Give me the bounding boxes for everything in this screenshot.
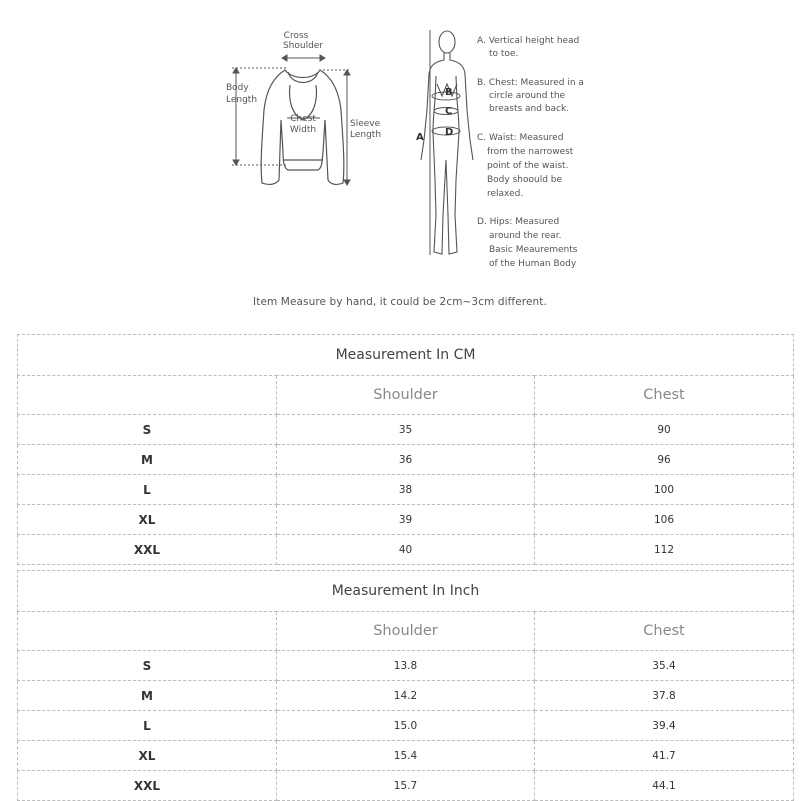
size-cell: L [18, 711, 277, 741]
size-table-inch [17, 570, 794, 801]
size-cell: S [18, 651, 277, 681]
header-chest: Chest [535, 612, 794, 651]
sleeve-length-label-1: Sleeve [350, 119, 381, 129]
note-c-line-3: point of the waist. [487, 161, 569, 171]
measurement-diagram [0, 0, 800, 292]
table-row [18, 651, 794, 681]
header-size [18, 612, 277, 651]
table-header-row [18, 376, 794, 415]
cross-shoulder-label-1: Cross [283, 31, 309, 41]
marker-c: C [445, 106, 453, 117]
size-cell: S [18, 415, 277, 445]
size-cell: XL [18, 505, 277, 535]
note-c-line-2: from the narrowest [487, 147, 574, 157]
chest-cell: 112 [535, 535, 794, 565]
header-size [18, 376, 277, 415]
chest-cell: 106 [535, 505, 794, 535]
shoulder-cell: 14.2 [277, 681, 535, 711]
note-c-line-5: relaxed. [487, 189, 524, 199]
chest-cell: 44.1 [535, 771, 794, 801]
size-cell: M [18, 445, 277, 475]
human-figure [421, 31, 473, 254]
shoulder-cell: 39 [277, 505, 535, 535]
chest-cell: 100 [535, 475, 794, 505]
table-row [18, 535, 794, 565]
table-title-row [18, 335, 794, 376]
table-row [18, 711, 794, 741]
table-row [18, 505, 794, 535]
header-shoulder: Shoulder [277, 612, 535, 651]
chest-cell: 41.7 [535, 741, 794, 771]
table-row [18, 681, 794, 711]
measurement-disclaimer: Item Measure by hand, it could be 2cm~3cm different. [253, 296, 547, 308]
note-b-line-2: circle around the [489, 91, 566, 101]
note-b-line-3: breasts and back. [489, 104, 570, 114]
size-cell: XL [18, 741, 277, 771]
table-title: Measurement In Inch [18, 571, 794, 612]
marker-a: A [416, 132, 424, 143]
table-row [18, 415, 794, 445]
table-row [18, 445, 794, 475]
chest-cell: 39.4 [535, 711, 794, 741]
note-d-line-2: around the rear. [489, 231, 562, 241]
marker-d: D [445, 127, 454, 138]
sleeve-length-label-2: Length [350, 130, 382, 140]
table-header-row [18, 612, 794, 651]
note-d-line-1: D. Hips: Measured [477, 217, 560, 227]
table-title: Measurement In CM [18, 335, 794, 376]
note-c-line-4: Body shoould be [487, 175, 563, 185]
chest-cell: 35.4 [535, 651, 794, 681]
body-length-label-1: Body [226, 83, 249, 93]
note-d-line-3: Basic Meaurements [489, 245, 578, 255]
chest-cell: 37.8 [535, 681, 794, 711]
shoulder-cell: 13.8 [277, 651, 535, 681]
chest-width-label-2: Width [289, 125, 317, 135]
header-shoulder: Shoulder [277, 376, 535, 415]
measurement-notes [477, 36, 584, 269]
chest-width-label-1: Chest [290, 114, 316, 124]
shoulder-cell: 35 [277, 415, 535, 445]
size-cell: XXL [18, 535, 277, 565]
chest-cell: 90 [535, 415, 794, 445]
shoulder-cell: 38 [277, 475, 535, 505]
note-b-line-1: B. Chest: Measured in a [477, 78, 584, 88]
shoulder-cell: 15.4 [277, 741, 535, 771]
shoulder-cell: 15.0 [277, 711, 535, 741]
note-a-line-1: A. Vertical height head [477, 36, 580, 46]
size-table-cm [17, 334, 794, 565]
table-title-row [18, 571, 794, 612]
header-chest: Chest [535, 376, 794, 415]
size-cell: XXL [18, 771, 277, 801]
marker-b: B [445, 87, 453, 98]
table-row [18, 771, 794, 801]
note-a-line-2: to toe. [489, 49, 519, 59]
body-length-label-2: Length [226, 95, 258, 105]
garment-labels [226, 31, 381, 140]
note-c-line-1: C. Waist: Measured [477, 133, 564, 143]
shoulder-cell: 36 [277, 445, 535, 475]
size-cell: L [18, 475, 277, 505]
chest-cell: 96 [535, 445, 794, 475]
shoulder-cell: 15.7 [277, 771, 535, 801]
note-d-line-4: of the Human Body [489, 259, 577, 269]
cross-shoulder-label-2: Shoulder [282, 41, 324, 51]
size-cell: M [18, 681, 277, 711]
table-row [18, 741, 794, 771]
shoulder-cell: 40 [277, 535, 535, 565]
table-row [18, 475, 794, 505]
